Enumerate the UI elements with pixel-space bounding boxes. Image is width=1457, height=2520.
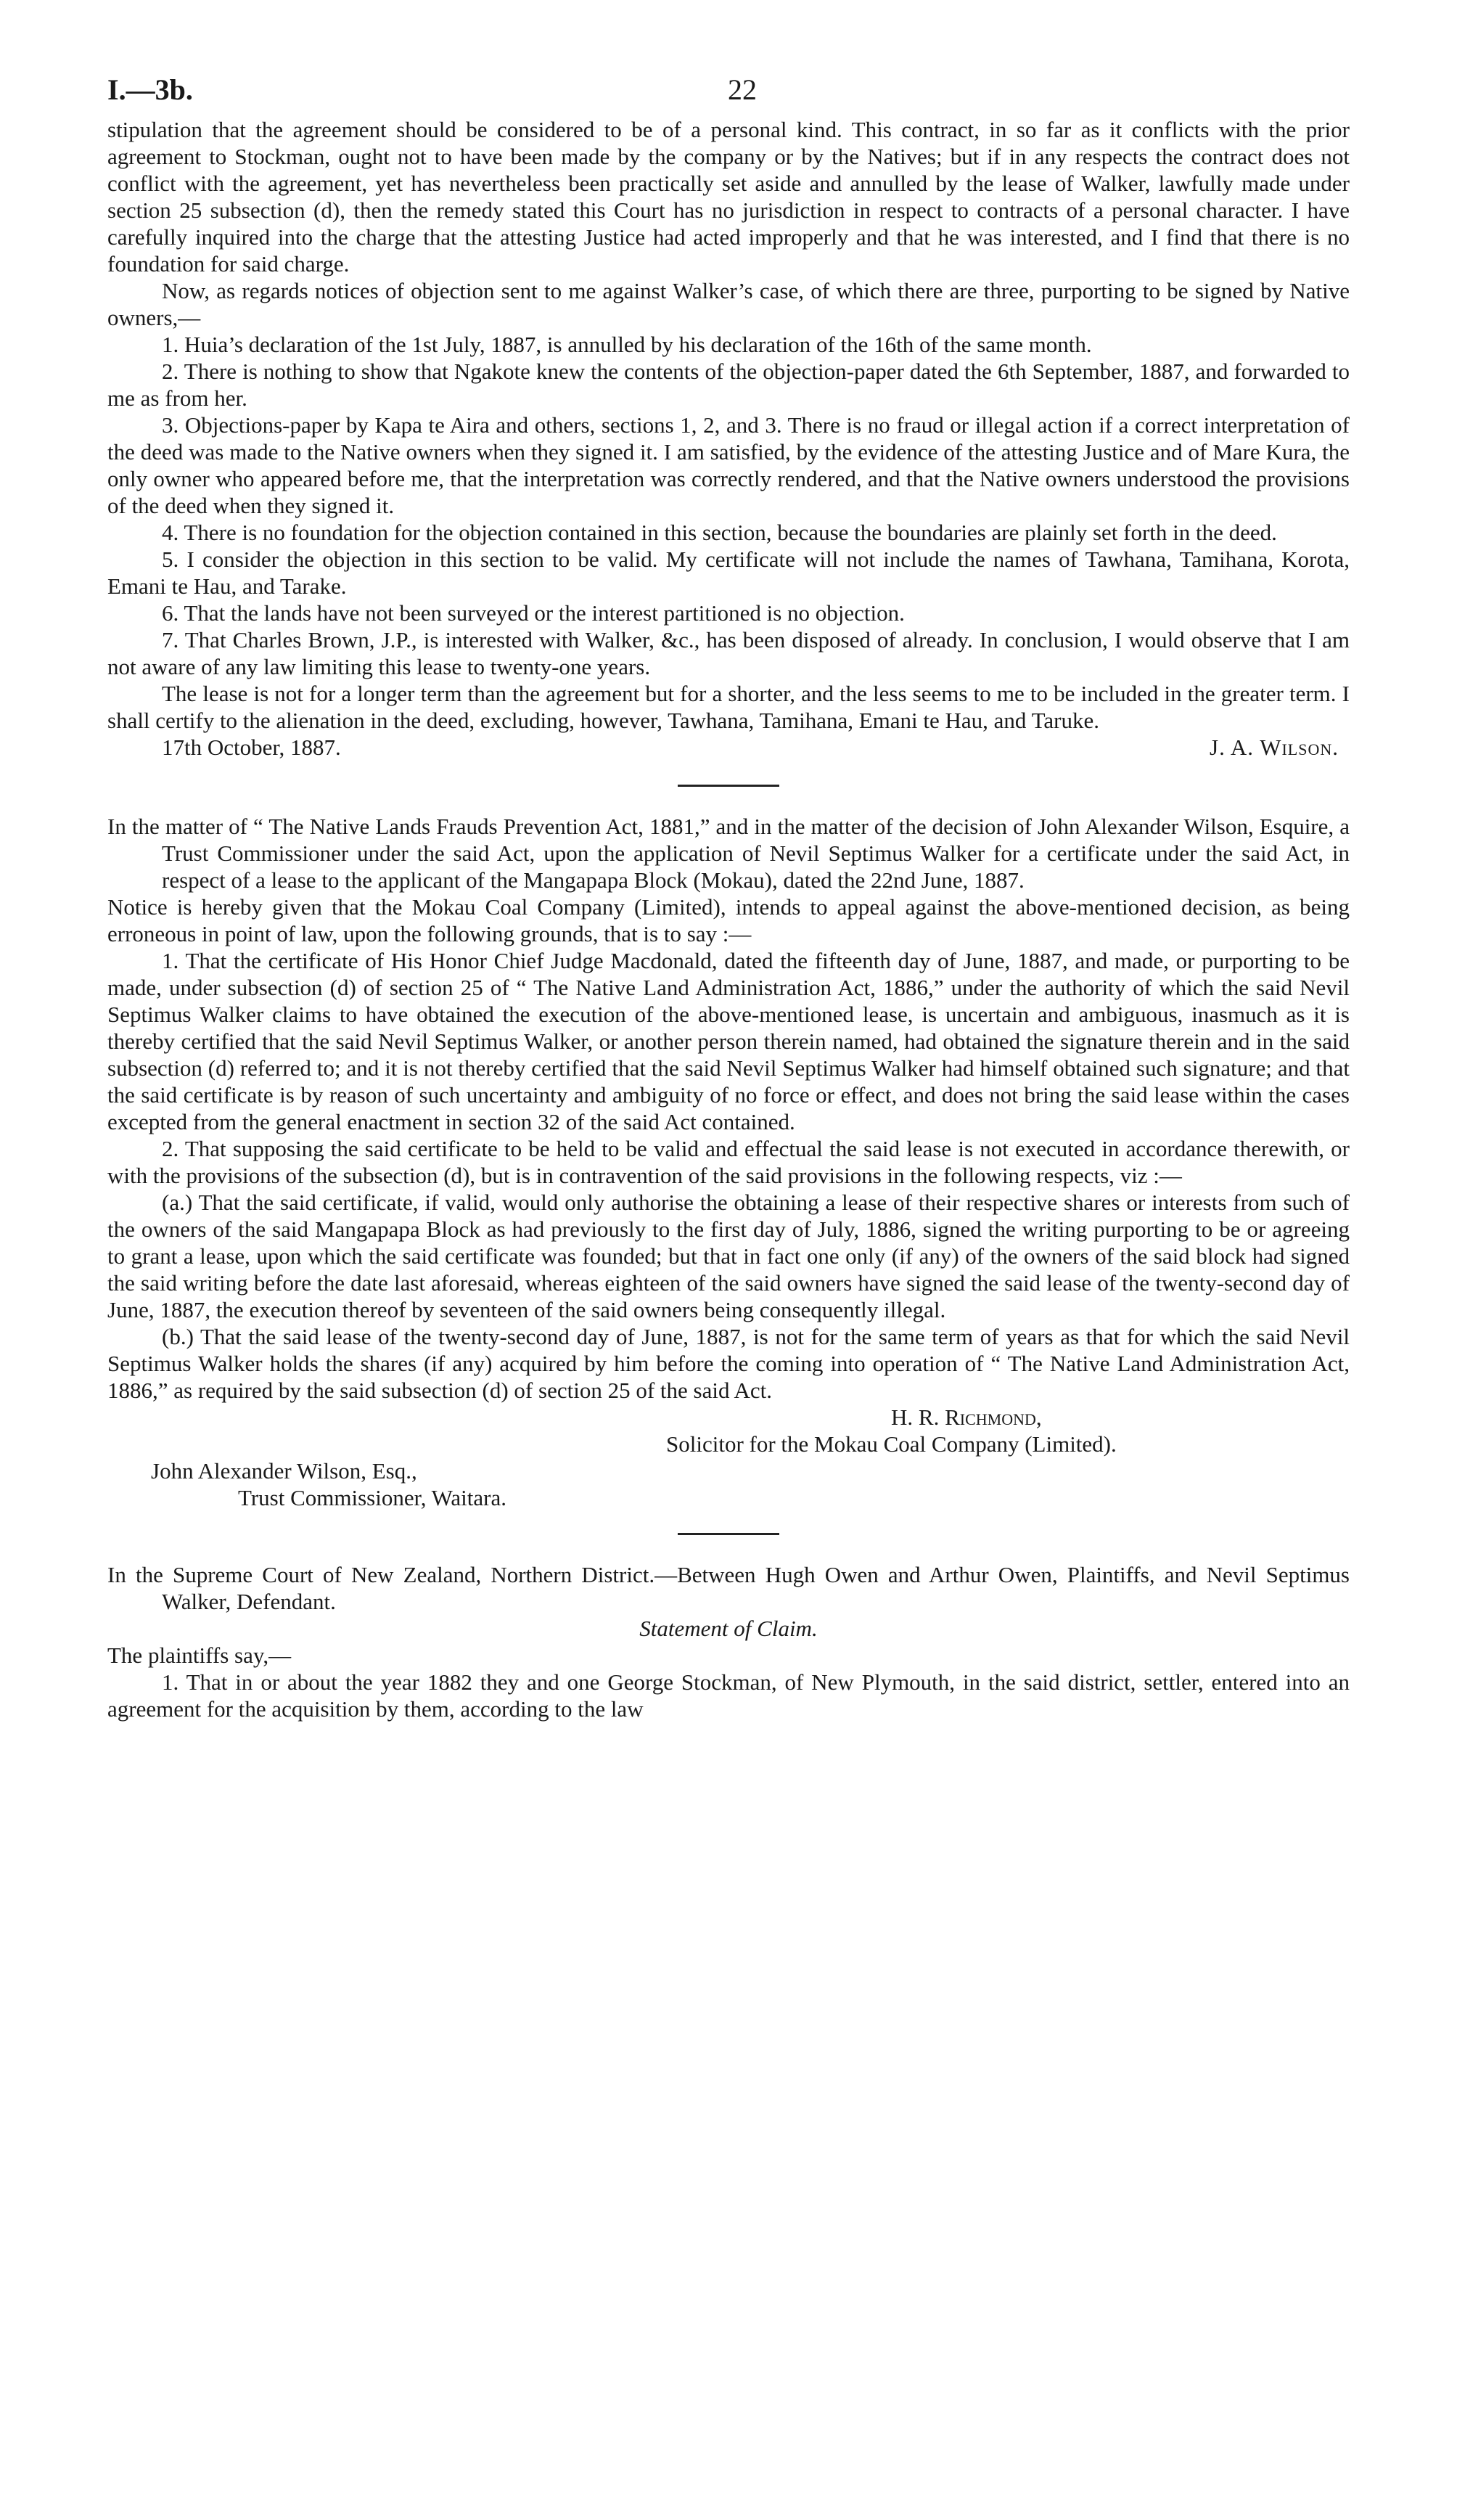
objection-item: 1. Huia’s declaration of the 1st July, 1887, is annulled by his declaration of the 16th of the same month. [162, 332, 1092, 357]
objection-item: 5. I consider the objection in this section to be valid. My certificate will not include the names of Tawhana, Tamihana, Korota, Emani te Hau, and Tarake. [107, 547, 1350, 599]
section-heading: In the Supreme Court of New Zealand, Northern District.—Between Hugh Owen and Arthur Owen, Plaintiffs, and Nevil Septimus Walker, Defendant. [107, 1562, 1350, 1614]
claim-item: 1. That in or about the year 1882 they and one George Stockman, of New Plymouth, in the said district, settler, entered into an agreement for the acquisition by them, according to the law [107, 1669, 1350, 1722]
addressee-title: Trust Commissioner, Waitara. [238, 1485, 506, 1510]
paragraph: stipulation that the agreement should be considered to be of a personal kind. This contract, in so far as it conflicts with the prior agreement to Stockman, ought not to have been made by the company or by the Natives; but if in any respects the contract does not conflict with the agreement, yet has nevertheless been practically set aside and annulled by the lease of Walker, lawfully made under section 25 subsection (d), then the remedy stated this Court has no jurisdiction in respect to contracts of a personal character. I have carefully inquired into the charge that the attesting Justice had acted improperly and that he was interested, and I find that there is no foundation for said charge. [107, 117, 1350, 277]
document-reference: I.—3b. [107, 73, 193, 106]
paragraph: The plaintiffs say,— [107, 1642, 292, 1668]
decision-date: 17th October, 1887. [162, 735, 341, 760]
ground-item: 2. That supposing the said certificate to be held to be valid and effectual the said lease is not executed in accordance therewith, or with the provisions of the subsection (d), but is in contravention of the said provisions in the following respects, viz :— [107, 1136, 1350, 1188]
signer-title: Solicitor for the Mokau Coal Company (Limited). [666, 1431, 1117, 1457]
objection-item: 4. There is no foundation for the objection contained in this section, because the boundaries are plainly set forth in the deed. [162, 520, 1277, 545]
section-heading: In the matter of “ The Native Lands Frauds Prevention Act, 1881,” and in the matter of the decision of John Alexander Wilson, Esquire, a Trust Commissioner under the said Act, upon the application of Nevil Septimus Walker for a certificate under the said Act, in respect of a lease to the applicant of the Mangapapa Block (Mokau), dated the 22nd June, 1887. [107, 814, 1350, 893]
section-divider [678, 1533, 779, 1535]
wilson-decision-section [107, 116, 1350, 734]
page-header [107, 73, 1350, 116]
section-divider [678, 785, 779, 787]
section-subheading: Statement of Claim. [639, 1616, 818, 1641]
notice-of-appeal-section [107, 813, 1350, 1511]
document-page [107, 73, 1350, 1722]
paragraph: Notice is hereby given that the Mokau Coal Company (Limited), intends to appeal against the above-mentioned decision, as being erroneous in point of law, upon the following grounds, that is to say :— [107, 894, 1350, 946]
ground-subitem: (b.) That the said lease of the twenty-second day of June, 1887, is not for the same term of years as that for which the said Nevil Septimus Walker holds the shares (if any) acquired by him before the coming into operation of “ The Native Land Administration Act, 1886,” as required by the said subsection (d) of section 25 of the said Act. [107, 1324, 1350, 1403]
objection-item: 3. Objections-paper by Kapa te Aira and others, sections 1, 2, and 3. There is no fraud or illegal action if a correct interpretation of the deed was made to the Native owners when they signed it. I am satisfied, by the evidence of the attesting Justice and of Mare Kura, the only owner who appeared before me, that the interpretation was correctly rendered, and that the Native owners understood the provisions of the deed when they signed it. [107, 412, 1350, 518]
supreme-court-section [107, 1561, 1350, 1722]
signer-name: H. R. Richmond, [891, 1404, 1042, 1430]
date-signature-row [107, 734, 1350, 763]
page-number: 22 [728, 73, 757, 106]
ground-item: 1. That the certificate of His Honor Chief Judge Macdonald, dated the fifteenth day of June, 1887, and made, or purporting to be made, under subsection (d) of section 25 of “ The Native Land Administration Act, 1886,” under the authority of which the said Nevil Septimus Walker claims to have obtained the execution of the above-mentioned lease, is uncertain and ambiguous, inasmuch as it is thereby certified that the said Nevil Septimus Walker, or another person therein named, had obtained the signature therein and in the said subsection (d) referred to; and it is not thereby certified that the said Nevil Septimus Walker had himself obtained such signature; and that the said certificate is by reason of such uncertainty and ambiguity of no force or effect, and does not bring the said lease within the cases excepted from the general enactment in section 32 of the said Act contained. [107, 948, 1350, 1134]
paragraph: The lease is not for a longer term than the agreement but for a shorter, and the less seems to me to be included in the greater term. I shall certify to the alienation in the deed, excluding, however, Tawhana, Tamihana, Emani te Hau, and Taruke. [107, 681, 1350, 733]
ground-subitem: (a.) That the said certificate, if valid, would only authorise the obtaining a lease of their respective shares or interests from such of the owners of the said Mangapapa Block as had previously to the first day of July, 1886, signed the writing purporting to be or agreeing to grant a lease, upon which the said certificate was founded; but that in fact one only (if any) of the owners of the said block had signed the said writing before the date last aforesaid, whereas eighteen of the said owners have signed the said lease of the twenty-second day of June, 1887, the execution thereof by seventeen of the said owners being consequently illegal. [107, 1190, 1350, 1322]
addressee-name: John Alexander Wilson, Esq., [151, 1458, 417, 1484]
paragraph: Now, as regards notices of objection sent to me against Walker’s case, of which there are three, purporting to be signed by Native owners,— [107, 278, 1350, 330]
objection-item: 7. That Charles Brown, J.P., is interested with Walker, &c., has been disposed of already. In conclusion, I would observe that I am not aware of any law limiting this lease to twenty-one years. [107, 627, 1350, 679]
objection-item: 2. There is nothing to show that Ngakote knew the contents of the objection-paper dated the 6th September, 1887, and forwarded to me as from her. [107, 359, 1350, 411]
signature: J. A. Wilson. [1210, 735, 1339, 760]
objection-item: 6. That the lands have not been surveyed or the interest partitioned is no objection. [162, 600, 905, 626]
